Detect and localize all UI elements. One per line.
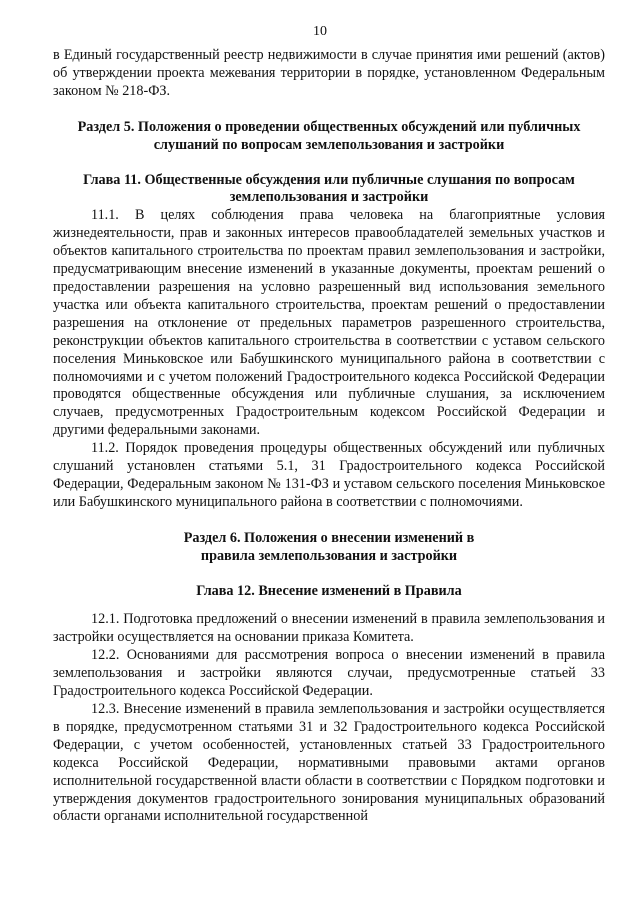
paragraph-12-1: 12.1. Подготовка предложений о внесении изменений в правила землепользования и застройки осуществляется на основании приказа Комитета. [53, 611, 605, 646]
section-6-heading [53, 530, 605, 566]
section-5-heading [53, 119, 605, 155]
chapter-12-heading: Глава 12. Внесение изменений в Правила [196, 582, 462, 599]
paragraph-12-3: 12.3. Внесение изменений в правила землепользования и застройки осуществляется в порядке, предусмотренном статьями 31 и 32 Градостроительного кодекса Российской Федерации, с учетом особенностей, установленных статьей 33 Градостроительного кодекса Российской Федерации, нормативными правовыми актами органов исполнительной государственной власти области в соответствии с Порядком подготовки и утверждения документов градостроительного зонирования муниципальных образований области органами исполнительной государственной [53, 701, 605, 825]
section-6-heading-line-1: Раздел 6. Положения о внесении изменений в [183, 529, 475, 546]
paragraph-11-2: 11.2. Порядок проведения процедуры общественных обсуждений или публичных слушаний установлен статьями 5.1, 31 Градостроительного кодекса Российской Федерации, Федеральным законом № 131-ФЗ и уставом сельского поселения Миньковское или Бабушкинского муниципального района в соответствии с полномочиями. [53, 440, 605, 510]
chapter-11-heading-line-2: землепользования и застройки [229, 189, 429, 206]
paragraph-11-1: 11.1. В целях соблюдения права человека на благоприятные условия жизнедеятельности, прав и законных интересов правообладателей земельных участков и объектов капитального строительства по проектам правил землепользования и застройки, предусматривающим внесение изменений в указанные документы, проектам решений о предоставлении разрешения на условно разрешенный вид использования земельного участка или объекта капитального строительства, проектам решений о предоставлении разрешения на отклонение от предельных параметров разрешенного строительства, реконструкции объектов капитального строительства в соответствии с уставом сельского поселения Миньковское или Бабушкинского муниципального района в соответствии с полномочиями и с учетом положений Градостроительного кодекса Российской Федерации проводятся общественные обсуждения или публичные слушания, за исключением случаев, предусмотренных Градостроительным кодексом Российской Федерации и другими федеральными законами. [53, 207, 605, 439]
page-content [53, 47, 605, 826]
intro-paragraph: в Единый государственный реестр недвижимости в случае принятия ими решений (актов) об утверждении проекта межевания территории в порядке, установленном Федеральным законом № 218-ФЗ. [53, 47, 605, 99]
section-5-heading-line-2: слушаний по вопросам землепользования и застройки [153, 136, 505, 153]
section-5-heading-line-1: Раздел 5. Положения о проведении общественных обсуждений или публичных [77, 118, 581, 135]
chapter-11-heading [53, 172, 605, 208]
paragraph-12-2: 12.2. Основаниями для рассмотрения вопроса о внесении изменений в правила землепользования и застройки являются случаи, предусмотренные статьей 33 Градостроительного кодекса Российской Федерации. [53, 647, 605, 700]
page-number: 10 [313, 24, 327, 39]
section-6-heading-line-2: правила землепользования и застройки [200, 547, 458, 564]
chapter-11-heading-line-1: Глава 11. Общественные обсуждения или публичные слушания по вопросам [83, 171, 575, 188]
